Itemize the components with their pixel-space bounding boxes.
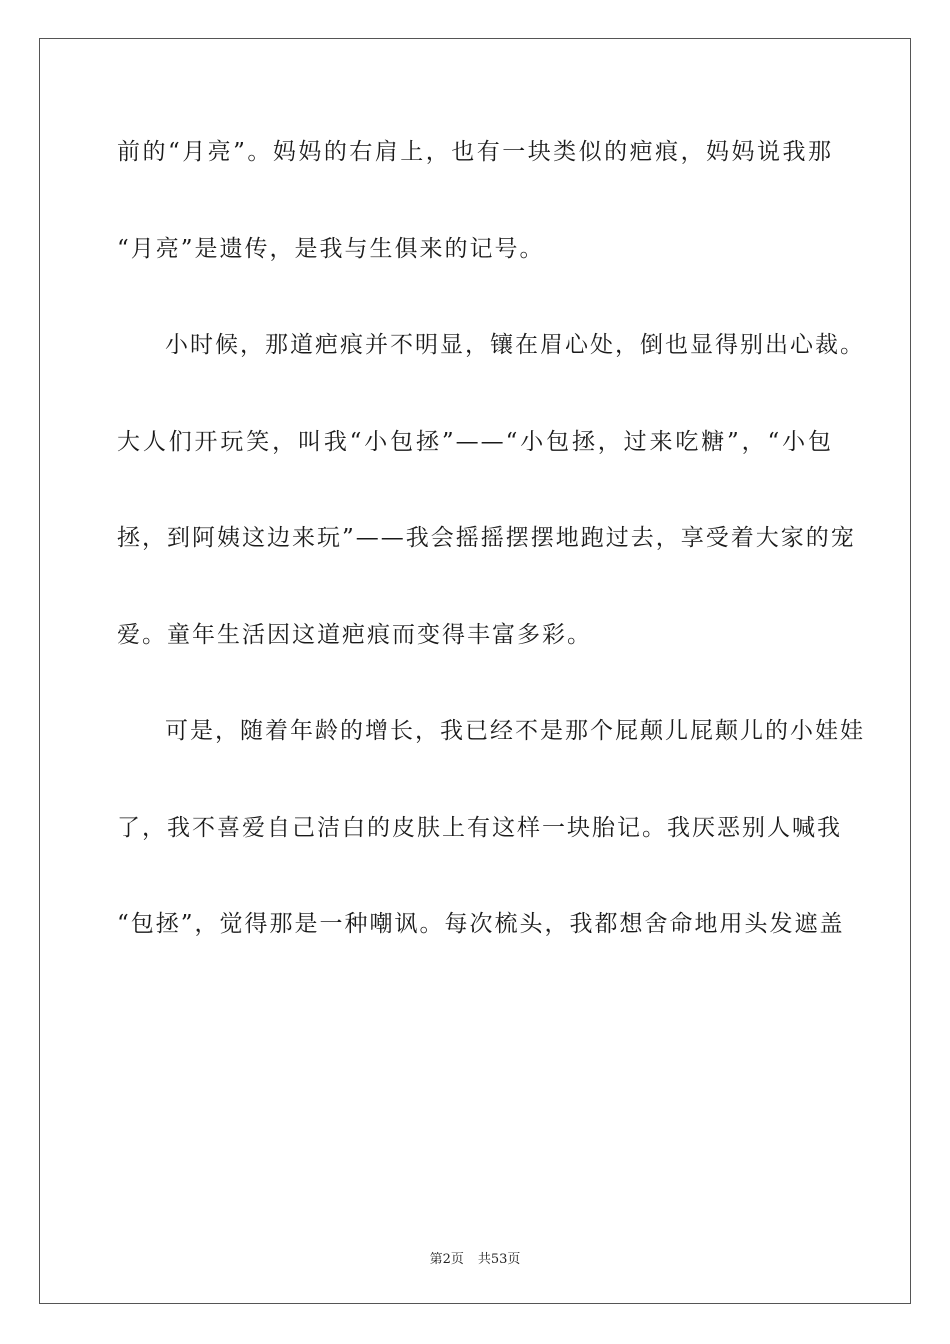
text-line: “包拯”，觉得那是一种嘲讽。每次梳头，我都想舍命地用头发遮盖 [117, 911, 845, 937]
document-body [117, 128, 865, 997]
text-line: “月亮”是遗传，是我与生俱来的记号。 [117, 235, 545, 262]
text-line: 可是，随着年龄的增长，我已经不是那个屁颠儿屁颠儿的小娃娃 [165, 718, 865, 744]
page-total: 共53页 [477, 1252, 521, 1267]
text-line: 拯，到阿姨这边来玩”——我会摇摇摆摆地跑过去，享受着大家的宠 [117, 525, 856, 551]
page-footer [0, 1248, 950, 1267]
text-line: 大人们开玩笑，叫我“小包拯”——“小包拯，过来吃糖”，“小包 [117, 428, 833, 455]
text-line: 了，我不喜爱自己洁白的皮肤上有这样一块胎记。我厌恶别人喊我 [117, 814, 842, 841]
text-line: 前的“月亮”。妈妈的右肩上，也有一块类似的疤痕，妈妈说我那 [117, 139, 833, 165]
text-line: 爱。童年生活因这道疤痕而变得丰富多彩。 [117, 621, 592, 648]
text-line: 小时候，那道疤痕并不明显，镶在眉心处，倒也显得别出心裁。 [165, 332, 865, 358]
page-number: 第2页 [429, 1252, 464, 1267]
